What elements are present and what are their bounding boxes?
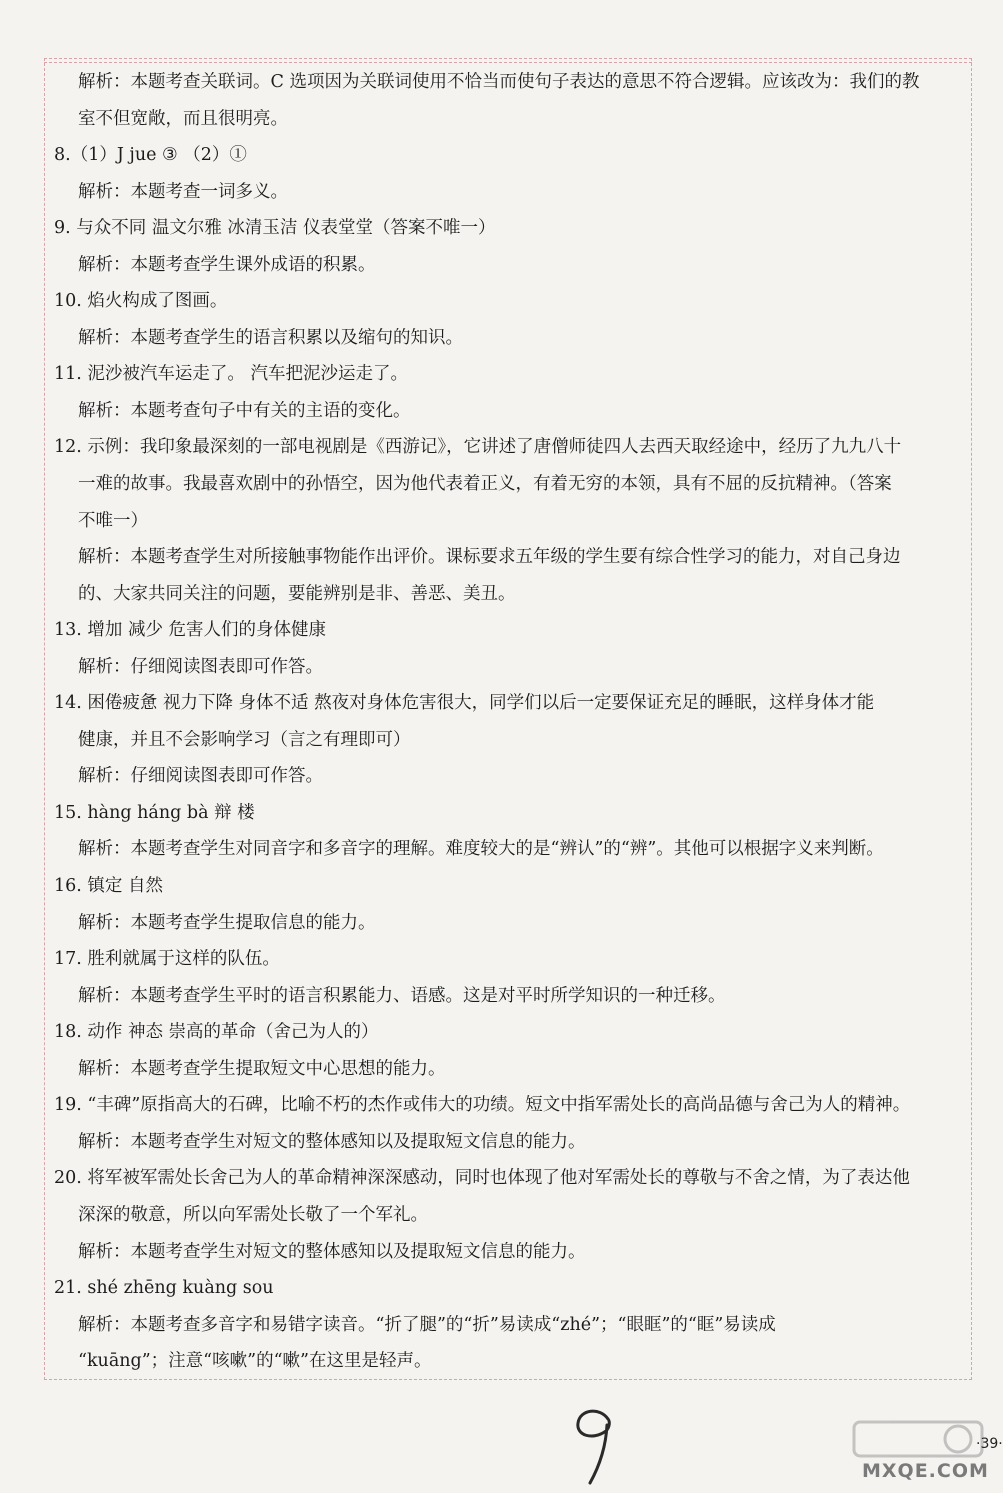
- text-line: 解析：本题考查学生对短文的整体感知以及提取短文信息的能力。: [78, 1131, 586, 1152]
- text-line: 健康，并且不会影响学习（言之有理即可）: [78, 729, 411, 750]
- text-line: 解析：本题考查学生提取短文中心思想的能力。: [78, 1058, 446, 1079]
- page-number: ·39·: [976, 1436, 1003, 1452]
- text-line: 解析：仔细阅读图表即可作答。: [78, 656, 323, 677]
- text-line: 15. hàng háng bà 辩 楼: [54, 802, 255, 823]
- text-line: 17. 胜利就属于这样的队伍。: [54, 949, 280, 970]
- text-line: 解析：本题考查学生对同音字和多音字的理解。难度较大的是“辨认”的“辨”。其他可以根据字义来判断。: [78, 839, 884, 860]
- text-line: 10. 焰火构成了图画。: [54, 291, 228, 312]
- watermark-text: MXQE.COM: [862, 1460, 989, 1482]
- handwritten-page-number: [570, 1405, 624, 1487]
- answer-content: [54, 64, 966, 1380]
- text-line: 一难的故事。我最喜欢剧中的孙悟空，因为他代表着正义，有着无穷的本领，具有不屈的反抗精神。（答案: [78, 474, 892, 495]
- text-line: 18. 动作 神态 崇高的革命（舍己为人的）: [54, 1022, 379, 1043]
- text-line: 不唯一）: [78, 510, 148, 531]
- text-line: 解析：本题考查关联词。C 选项因为关联词使用不恰当而使句子表达的意思不符合逻辑。应该改为：我们的教: [78, 72, 920, 92]
- text-line: 解析：仔细阅读图表即可作答。: [78, 766, 323, 787]
- text-line: 解析：本题考查多音字和易错字读音。“折了腿”的“折”易读成“zhé”；“眼眶”的“眶”易读成: [78, 1314, 776, 1335]
- text-line: 14. 困倦疲惫 视力下降 身体不适 熬夜对身体危害很大，同学们以后一定要保证充足的睡眠，这样身体才能: [54, 693, 875, 714]
- text-line: 解析：本题考查学生对所接触事物能作出评价。课标要求五年级的学生要有综合性学习的能力，对自己身边: [78, 547, 901, 568]
- text-line: 21. shé zhēng kuàng sou: [54, 1278, 274, 1299]
- text-line: 13. 增加 减少 危害人们的身体健康: [54, 620, 327, 641]
- text-line: 的、大家共同关注的问题，要能辨别是非、善恶、美丑。: [78, 583, 516, 604]
- text-line: 解析：本题考查一词多义。: [78, 181, 288, 202]
- text-line: 11. 泥沙被汽车运走了。 汽车把泥沙运走了。: [54, 364, 408, 385]
- text-line: 解析：本题考查句子中有关的主语的变化。: [78, 400, 411, 421]
- text-line: 16. 镇定 自然: [54, 876, 163, 897]
- text-line: “kuāng”；注意“咳嗽”的“嗽”在这里是轻声。: [78, 1351, 432, 1372]
- text-line: 解析：本题考查学生平时的语言积累能力、语感。这是对平时所学知识的一种迁移。: [78, 985, 726, 1006]
- text-line: 深深的敬意，所以向军需处长敬了一个军礼。: [78, 1204, 428, 1225]
- text-line: 室不但宽敞，而且很明亮。: [78, 108, 288, 129]
- text-line: 20. 将军被军需处长舍己为人的革命精神深深感动，同时也体现了他对军需处长的尊敬与不舍之情，为了表达他: [54, 1168, 910, 1189]
- text-line: 解析：本题考查学生课外成语的积累。: [78, 254, 376, 275]
- text-line: 解析：本题考查学生提取信息的能力。: [78, 912, 376, 933]
- text-line: 12. 示例：我印象最深刻的一部电视剧是《西游记》，它讲述了唐僧师徒四人去西天取经途中，经历了九九八十: [54, 437, 902, 458]
- frame-divider: [44, 62, 972, 63]
- text-line: 8.（1）J jue ③ （2）①: [54, 145, 247, 166]
- text-line: 9. 与众不同 温文尔雅 冰清玉洁 仪表堂堂（答案不唯一）: [54, 218, 496, 239]
- text-line: 19. “丰碑”原指高大的石碑，比喻不朽的杰作或伟大的功绩。短文中指军需处长的高尚品德与舍己为人的精神。: [54, 1095, 911, 1116]
- text-line: 解析：本题考查学生对短文的整体感知以及提取短文信息的能力。: [78, 1241, 586, 1262]
- text-line: 解析：本题考查学生的语言积累以及缩句的知识。: [78, 327, 463, 348]
